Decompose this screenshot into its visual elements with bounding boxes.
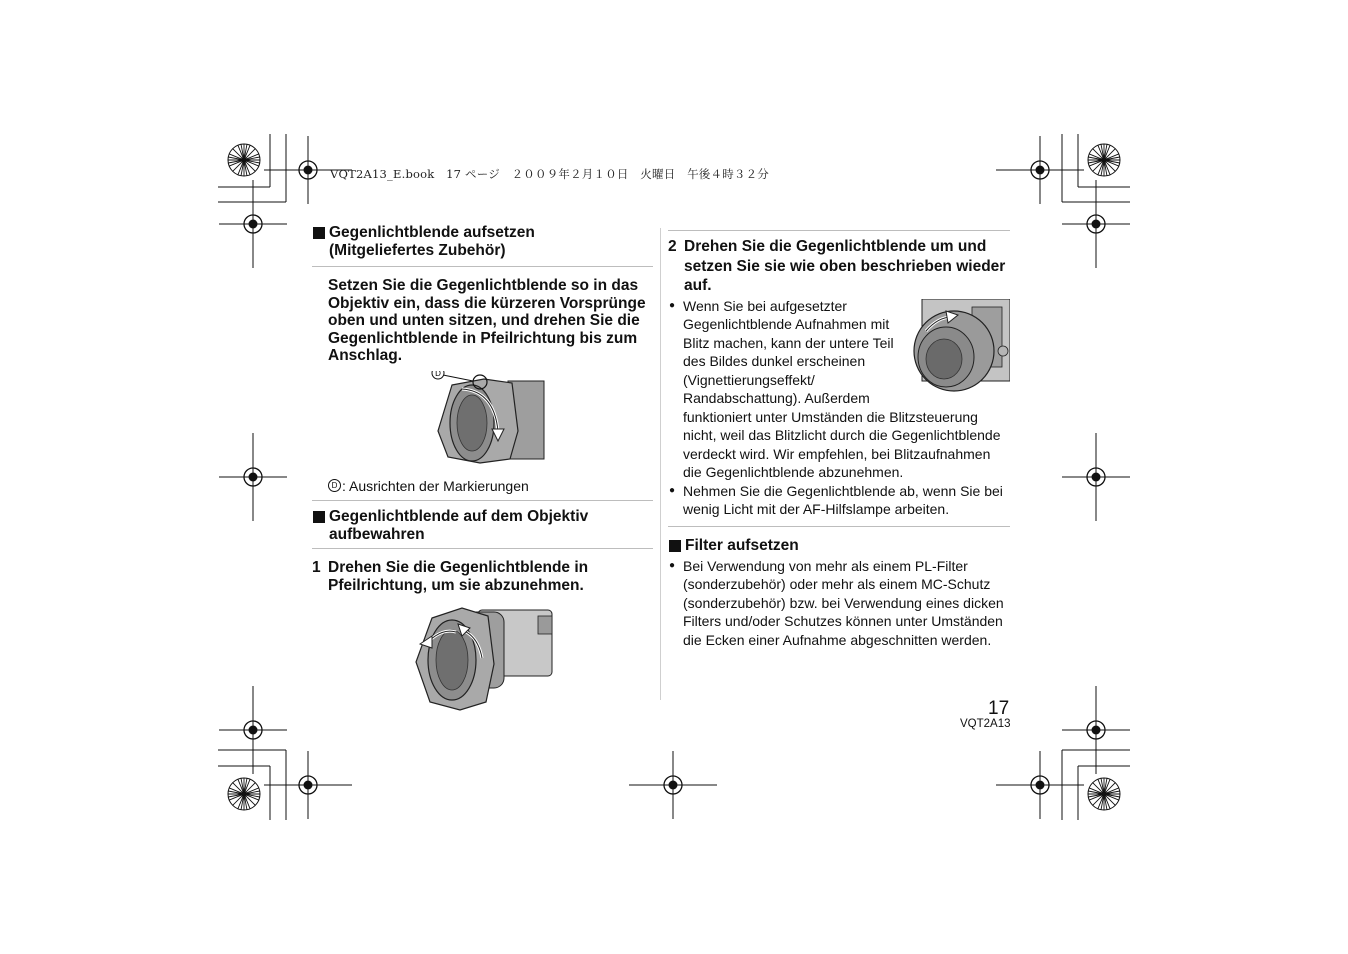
step-2 <box>668 237 1010 296</box>
marking-caption <box>312 477 653 495</box>
bullet-text: Bei Verwendung von mehr als einem PL-Filter (sonderzubehör) oder mehr als einem MC-Schutz (sonderzubehör) bzw. bei Verwendung eines dicken Filters und/oder Schutzes können unter Umständen die Ecken einer Aufnahme abgeschnitten werden. <box>683 557 1004 648</box>
square-bullet-icon <box>313 511 325 523</box>
bullet-af-lamp <box>668 482 1010 519</box>
section-heading-filter <box>668 537 1010 555</box>
bullet-dot-icon: ● <box>669 559 676 571</box>
heading-line: (Mitgeliefertes Zubehör) <box>329 242 506 259</box>
left-column <box>312 224 653 714</box>
attach-instruction: Setzen Sie die Gegenlichtblende so in das Objektiv ein, dass die kürzeren Vorsprünge oben und unten sitzen, und drehen Sie die Gegenlichtblende in Pfeilrichtung bis zum Anschlag. <box>328 277 646 364</box>
camera-hood-illustration <box>902 299 1010 397</box>
section-heading-store-hood <box>312 508 653 544</box>
section-rule <box>312 548 653 549</box>
circled-letter-d: D <box>328 479 341 492</box>
section-rule <box>668 230 1010 231</box>
callout-d-label: D <box>435 370 441 378</box>
step-number: 1 <box>312 558 321 576</box>
page-number: 17 <box>988 698 1010 719</box>
bullet-text: Wenn Sie bei aufgesetzter Gegenlichtblende Aufnahmen mit Blitz machen, kann der untere Teil des Bildes dunkel erscheinen (Vignettierungseffekt/ Randabschattung). Außerdem funktioniert unter Umständen die Blitzsteuerung nicht, weil das Blitzlicht durch die Gegenlichtblende verdeckt wird. Wir empfehlen, bei Blitzaufnahmen die Gegenlichtblende abzunehmen. <box>683 297 1001 480</box>
hood-remove-illustration <box>312 602 653 714</box>
document-code: VQT2A13 <box>960 718 1011 730</box>
square-bullet-icon <box>313 227 325 239</box>
bullet-text: Nehmen Sie die Gegenlichtblende ab, wenn Sie bei wenig Licht mit der AF-Hilfslampe arbeiten. <box>683 482 1003 517</box>
heading-line: aufbewahren <box>329 525 425 543</box>
heading-line: Gegenlichtblende aufsetzen <box>329 224 535 241</box>
bullet-filter-note <box>668 557 1010 650</box>
bullet-dot-icon: ● <box>669 299 676 311</box>
column-divider <box>660 228 661 700</box>
heading-line: Filter aufsetzen <box>685 536 799 554</box>
step-text: Drehen Sie die Gegenlichtblende in Pfeilrichtung, um sie abzunehmen. <box>328 558 589 594</box>
bullet-flash-warning <box>668 297 1010 482</box>
hood-attach-illustration <box>312 371 653 471</box>
bullet-dot-icon: ● <box>669 484 676 496</box>
section-rule <box>312 500 653 501</box>
heading-line: Gegenlichtblende auf dem Objektiv <box>329 507 589 525</box>
right-column <box>668 230 1010 649</box>
step-number: 2 <box>668 238 677 255</box>
section-heading-attach-hood <box>312 224 653 260</box>
caption-text: : Ausrichten der Markierungen <box>342 477 529 494</box>
print-info-line: VQT2A13_E.book 17 ページ ２００９年２月１０日 火曜日 午後４時３２分 <box>330 167 769 181</box>
step-text: Drehen Sie die Gegenlichtblende um und setzen Sie sie wie oben beschrieben wieder auf. <box>684 238 1006 294</box>
square-bullet-icon <box>669 540 681 552</box>
section-rule <box>668 526 1010 527</box>
section-rule <box>312 266 653 267</box>
step-1 <box>312 559 653 596</box>
